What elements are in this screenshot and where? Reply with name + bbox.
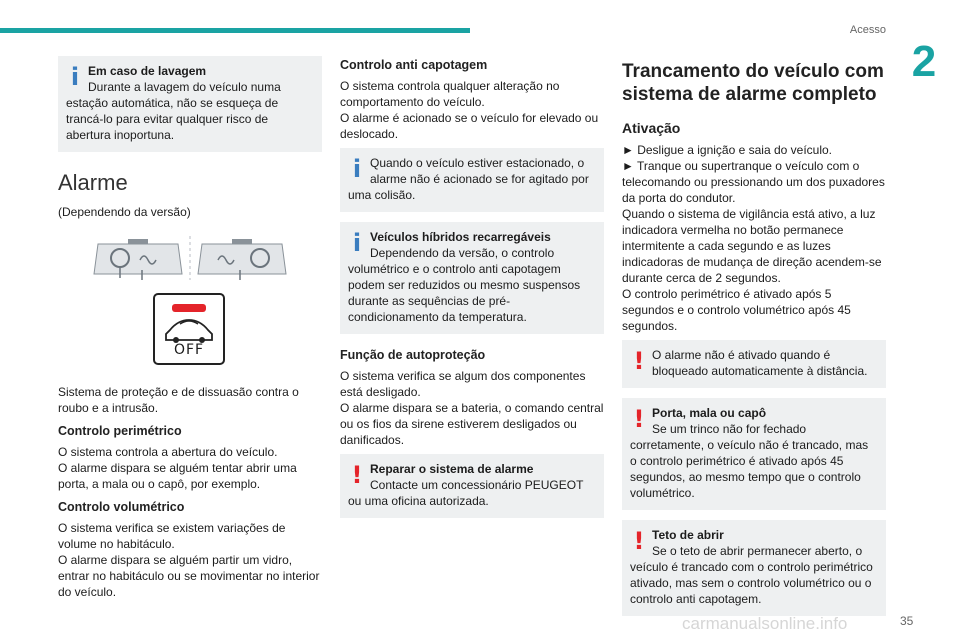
- info-box-text: Quando o veículo estiver estacionado, o alarme não é acionado se for agitado por uma colisão.: [348, 156, 589, 202]
- activation-step-1: ► Desligue a ignição e saia do veículo.: [622, 143, 832, 157]
- antitilt-text-1: O sistema controla qualquer alteração no comportamento do veículo.: [340, 79, 560, 109]
- warning-box-roof: [622, 520, 886, 616]
- alarm-button-off-label: OFF: [173, 342, 205, 358]
- warning-box-title: Porta, mala ou capô: [652, 406, 767, 420]
- info-box-parked: [340, 148, 604, 212]
- info-icon: i: [70, 63, 80, 91]
- warning-icon: !: [633, 405, 645, 433]
- warning-box-remote: [622, 340, 886, 388]
- watermark: carmanualsonline.info: [682, 614, 848, 633]
- volumetric-heading: Controlo volumétrico: [58, 500, 185, 514]
- antitilt-heading: Controlo anti capotagem: [340, 58, 488, 72]
- alarm-intro: Sistema de proteção e de dissuasão contra o roubo e a intrusão.: [58, 385, 299, 415]
- selfprotect-text-1: O sistema verifica se algum dos componentes está desligado.: [340, 369, 586, 399]
- section-title: Acesso: [849, 24, 886, 36]
- activation-text-3: Quando o sistema de vigilância está ativo, a luz indicadora vermelha no botão permanece intermitente a cada segundo e as luzes indicadoras de mudança de direção acendem-se durante cerca de 2 segundos.: [622, 207, 882, 285]
- perimetric-text-1: O sistema controla a abertura do veículo.: [58, 445, 278, 459]
- activation-heading: Ativação: [622, 120, 681, 136]
- column-right: [622, 54, 886, 626]
- warning-box-text: O alarme não é ativado quando é bloqueado automaticamente à distância.: [652, 348, 868, 378]
- warning-box-repair: [340, 454, 604, 518]
- info-icon: i: [352, 229, 362, 257]
- alarm-button-illustration: [58, 226, 322, 376]
- volumetric-text-1: O sistema verifica se existem variações de volume no habitáculo.: [58, 521, 286, 551]
- version-note: (Dependendo da versão): [58, 205, 191, 219]
- locking-heading: Trancamento do veículo com sistema de alarme completo: [622, 61, 884, 105]
- activation-text-4: O controlo perimétrico é ativado após 5 segundos e o controlo volumétrico após 45 segundos.: [622, 287, 851, 333]
- warning-box-title: Teto de abrir: [652, 528, 724, 542]
- antitilt-text-2: O alarme é acionado se o veículo for elevado ou deslocado.: [340, 111, 599, 141]
- warning-box-text: Se o teto de abrir permanecer aberto, o veículo é trancado com o controlo perimétrico ativado, mas sem o controlo volumétrico ou o controlo anti capotagem.: [630, 544, 873, 606]
- warning-box-door: [622, 398, 886, 510]
- warning-icon: !: [633, 347, 645, 375]
- info-box-title: Em caso de lavagem: [88, 64, 207, 78]
- info-box-car-wash: [58, 56, 322, 152]
- info-icon: i: [352, 155, 362, 183]
- info-box-text: Durante a lavagem do veículo numa estação automática, não se esqueça de trancá-lo para evitar qualquer risco de abertura inoportuna.: [66, 80, 281, 142]
- chapter-number: 2: [911, 37, 937, 86]
- info-box-title: Veículos híbridos recarregáveis: [370, 230, 551, 244]
- activation-step-2: ► Tranque ou supertranque o veículo com o telecomando ou pressionando um dos puxadores da porta do condutor.: [622, 159, 885, 205]
- column-middle: [340, 58, 604, 528]
- warning-box-text: Contacte um concessionário PEUGEOT ou uma oficina autorizada.: [348, 478, 584, 508]
- perimetric-text-2: O alarme dispara se alguém tentar abrir uma porta, a mala ou o capô, por exemplo.: [58, 461, 297, 491]
- warning-icon: !: [351, 461, 363, 489]
- info-box-hybrid: [340, 222, 604, 334]
- perimetric-heading: Controlo perimétrico: [58, 424, 182, 438]
- volumetric-text-2: O alarme dispara se alguém partir um vidro, entrar no habitáculo ou se movimentar no interior do veículo.: [58, 553, 320, 599]
- column-left: [58, 52, 322, 606]
- header-accent-bar: [0, 28, 470, 33]
- selfprotect-heading: Função de autoproteção: [340, 348, 486, 362]
- warning-icon: !: [633, 527, 645, 555]
- warning-box-title: Reparar o sistema de alarme: [370, 462, 534, 476]
- alarm-heading: Alarme: [58, 170, 128, 195]
- warning-box-text: Se um trinco não for fechado corretamente, o veículo não é trancado, mas o controlo perimétrico é ativado após 45 segundos, ao mesmo tempo que o controlo volumétrico.: [630, 422, 869, 500]
- selfprotect-text-2: O alarme dispara se a bateria, o comando central ou os fios da sirene estiverem desligados ou danificados.: [340, 401, 604, 447]
- info-box-text: Dependendo da versão, o controlo volumétrico e o controlo anti capotagem podem ser reduzidos ou mesmo suspensos durante as sequências de pré-condicionamento da temperatura.: [348, 246, 581, 324]
- page-number: 35: [900, 614, 914, 628]
